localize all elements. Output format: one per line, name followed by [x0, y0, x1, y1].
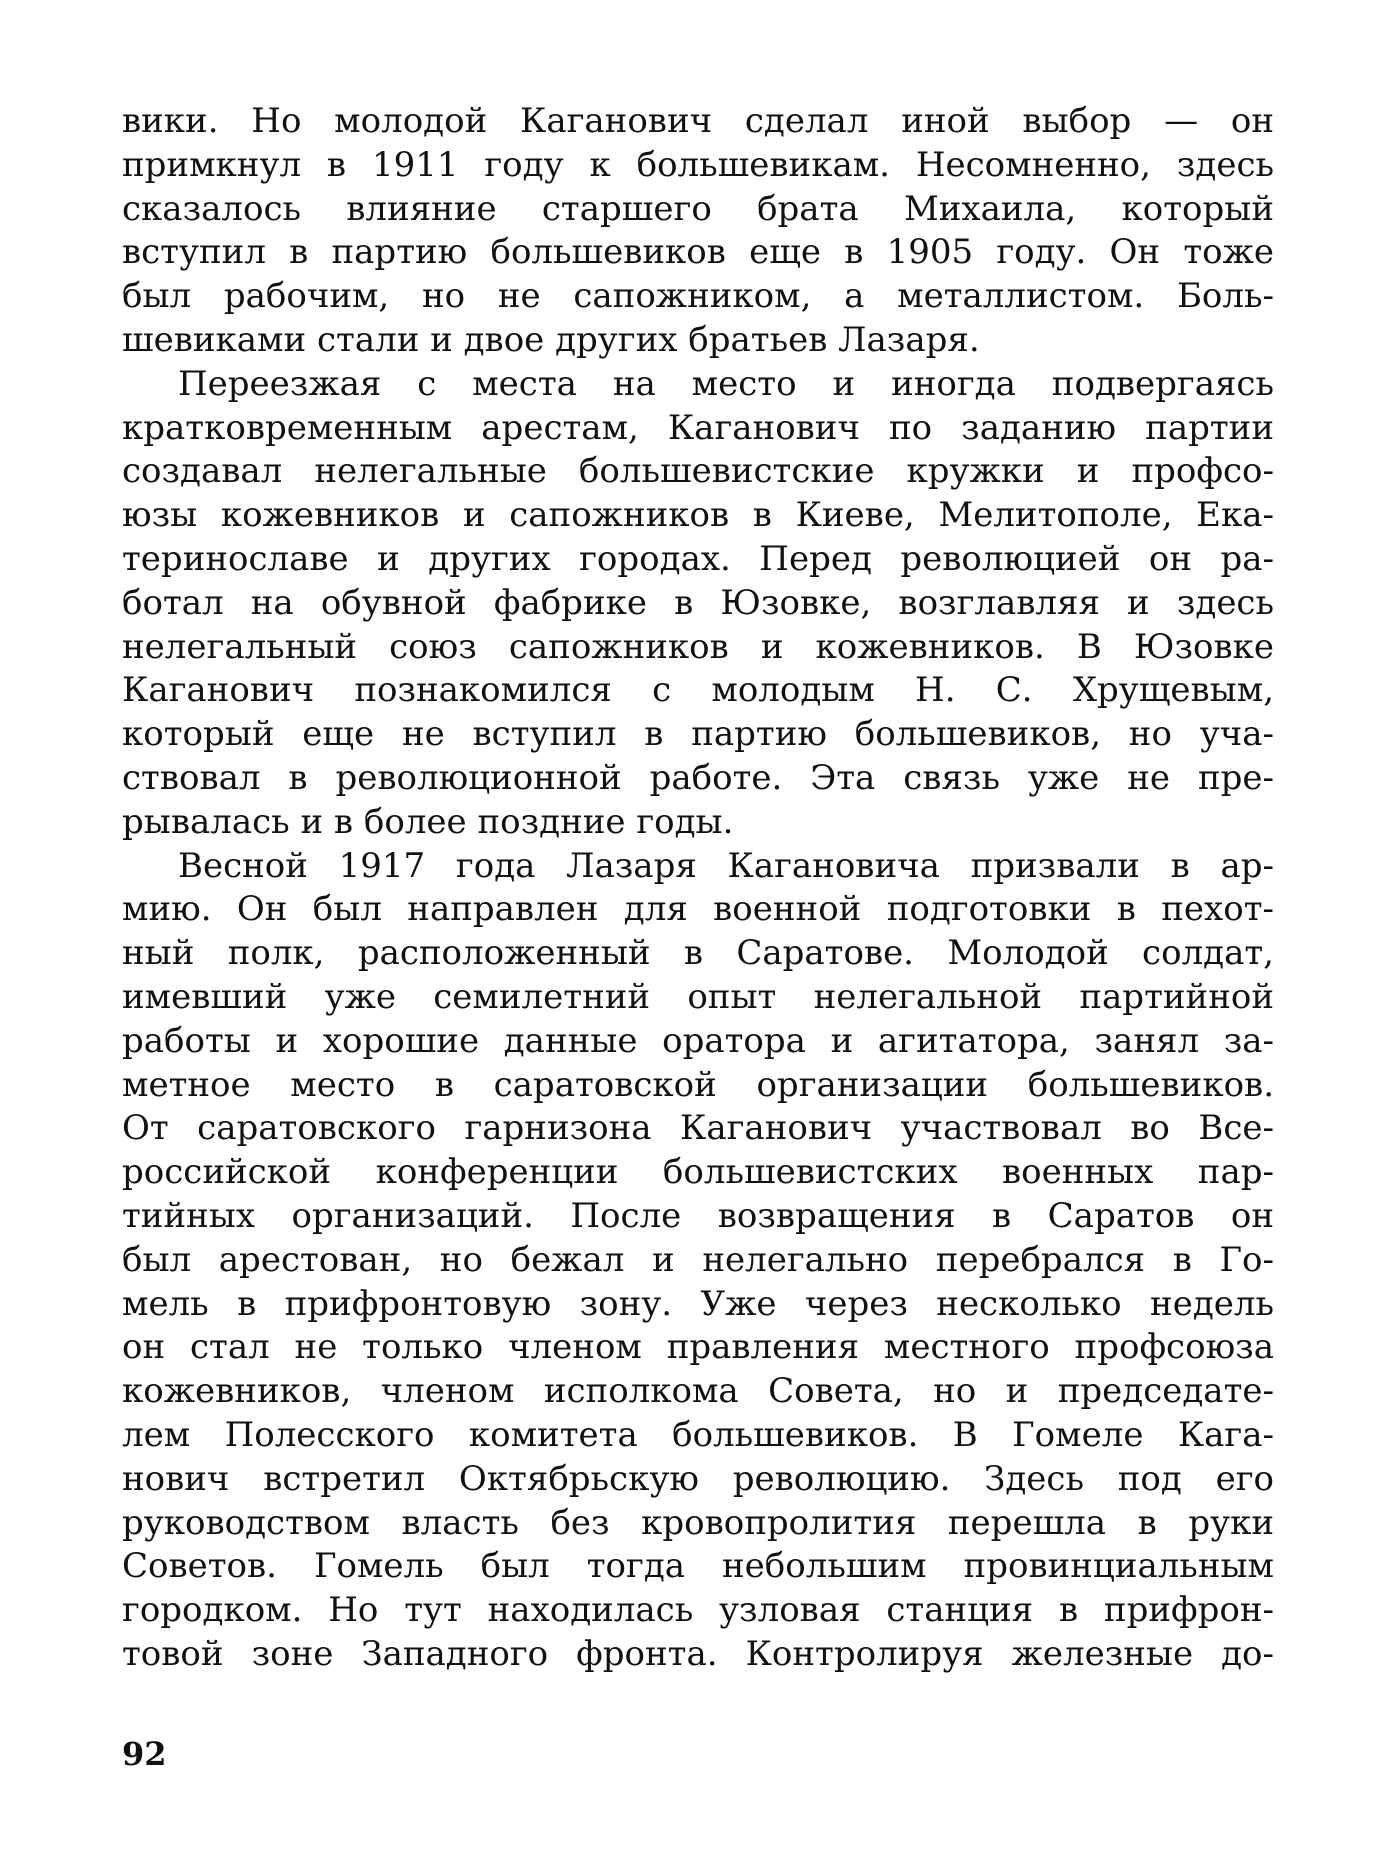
text-line: товой зоне Западного фронта. Контролируя железные до-: [122, 1633, 1274, 1674]
page-number: 92: [122, 1735, 167, 1773]
text-line: ный полк, расположенный в Саратове. Молодой солдат,: [122, 933, 1274, 974]
text-line: нелегальный союз сапожников и кожевников. В Юзовке: [122, 626, 1274, 667]
text-line: был рабочим, но не сапожником, а металлистом. Боль-: [122, 276, 1274, 317]
text-line: Каганович познакомился с молодым Н. С. Хрущевым,: [122, 670, 1274, 711]
text-line: сказалось влияние старшего брата Михаила, который: [122, 188, 1274, 229]
text-line: метное место в саратовской организации большевиков.: [122, 1064, 1274, 1105]
text-line: юзы кожевников и сапожников в Киеве, Мелитополе, Ека-: [122, 495, 1274, 536]
text-line: От саратовского гарнизона Каганович участвовал во Все-: [122, 1108, 1274, 1149]
text-line: ботал на обувной фабрике в Юзовке, возглавляя и здесь: [122, 582, 1274, 623]
text-line: мию. Он был направлен для военной подготовки в пехот-: [122, 889, 1274, 930]
text-line: нович встретил Октябрьскую революцию. Здесь под его: [122, 1458, 1274, 1499]
text-line: Советов. Гомель был тогда небольшим провинциальным: [122, 1546, 1274, 1587]
text-line: ствовал в революционной работе. Эта связь уже не пре-: [122, 757, 1274, 798]
text-line: он стал не только членом правления местного профсоюза: [122, 1327, 1274, 1368]
text-line: мель в прифронтовую зону. Уже через несколько недель: [122, 1283, 1274, 1324]
body-text: [122, 100, 1274, 1677]
text-line: примкнул в 1911 году к большевикам. Несомненно, здесь: [122, 144, 1274, 185]
text-line: создавал нелегальные большевистские кружки и профсо-: [122, 451, 1274, 492]
text-line: кожевников, членом исполкома Совета, но и председате-: [122, 1371, 1274, 1412]
text-line: имевший уже семилетний опыт нелегальной партийной: [122, 976, 1274, 1017]
text-line: шевиками стали и двое других братьев Лазаря.: [122, 319, 980, 360]
text-line: лем Полесского комитета большевиков. В Гомеле Кага-: [122, 1414, 1274, 1455]
text-line: Переезжая с места на место и иногда подвергаясь: [178, 363, 1274, 404]
text-line: кратковременным арестам, Каганович по заданию партии: [122, 407, 1274, 448]
text-line: вики. Но молодой Каганович сделал иной выбор — он: [122, 101, 1274, 141]
text-line: работы и хорошие данные оратора и агитатора, занял за-: [122, 1020, 1274, 1061]
text-line: руководством власть без кровопролития перешла в руки: [122, 1502, 1274, 1543]
text-line: был арестован, но бежал и нелегально перебрался в Го-: [122, 1239, 1274, 1280]
text-line: российской конференции большевистских военных пар-: [122, 1152, 1274, 1193]
text-line: городком. Но тут находилась узловая станция в прифрон-: [122, 1590, 1274, 1631]
text-line: рывалась и в более поздние годы.: [122, 801, 734, 842]
text-line: вступил в партию большевиков еще в 1905 году. Он тоже: [122, 232, 1274, 273]
text-line: теринославе и других городах. Перед революцией он ра-: [122, 538, 1274, 579]
text-line: который еще не вступил в партию большевиков, но уча-: [122, 714, 1274, 755]
text-line: Весной 1917 года Лазаря Кагановича призвали в ар-: [178, 845, 1274, 886]
text-line: тийных организаций. После возвращения в Саратов он: [122, 1195, 1274, 1236]
